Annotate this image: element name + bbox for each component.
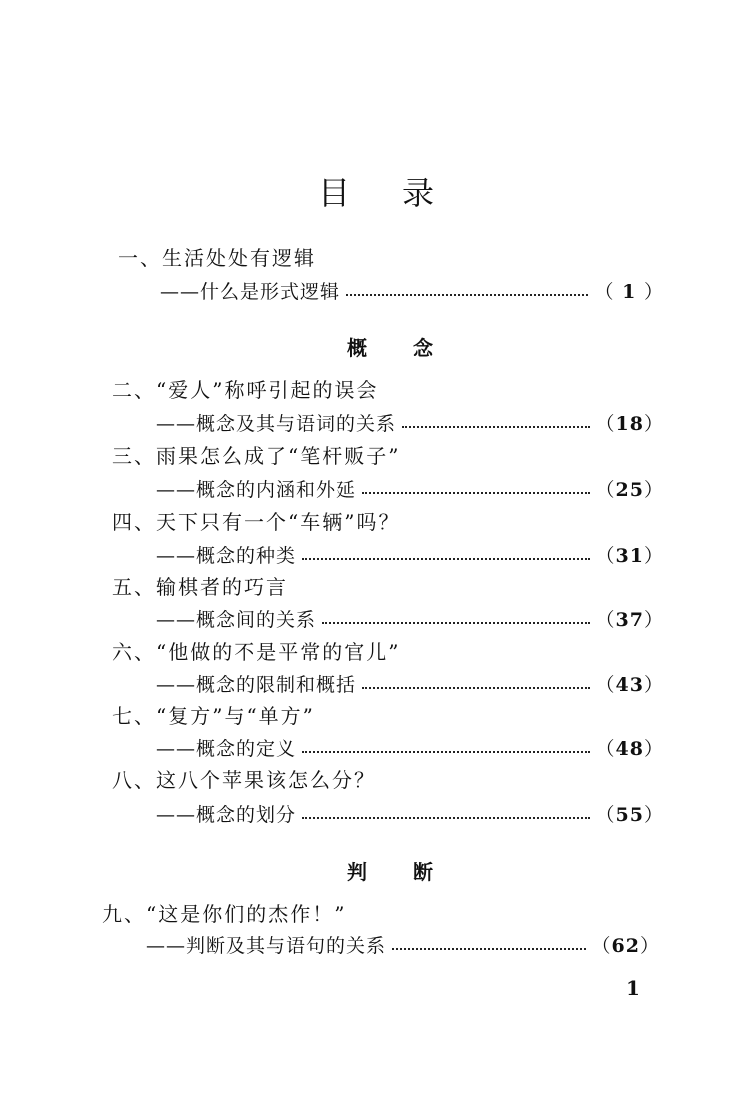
page-reference: （62） xyxy=(591,934,660,957)
chapter-subtitle: ——什么是形式逻辑 xyxy=(160,280,341,303)
chapter-title: 五、输棋者的巧言 xyxy=(112,575,288,599)
chapter-title: 七、“复方”与“单方” xyxy=(112,704,315,728)
dot-leader xyxy=(362,492,590,494)
toc-entry[interactable] xyxy=(156,541,664,567)
chapter-title: 一、生活处处有逻辑 xyxy=(118,246,316,270)
page-number: 1 xyxy=(626,976,640,1000)
chapter-subtitle: ——概念的种类 xyxy=(156,544,297,567)
toc-entry[interactable] xyxy=(156,670,664,696)
toc-entry[interactable] xyxy=(156,409,664,435)
dot-leader xyxy=(302,817,590,819)
chapter-title: 二、“爱人”称呼引起的误会 xyxy=(112,378,379,402)
chapter-subtitle: ——判断及其与语句的关系 xyxy=(146,934,387,957)
dot-leader xyxy=(302,751,590,753)
chapter-subtitle: ——概念的定义 xyxy=(156,737,297,760)
dot-leader xyxy=(302,558,590,560)
page-reference: （25） xyxy=(595,478,664,501)
toc-entry[interactable] xyxy=(156,734,664,760)
dot-leader xyxy=(322,622,590,624)
chapter-title: 八、这八个苹果该怎么分？ xyxy=(112,768,376,792)
chapter-subtitle: ——概念及其与语词的关系 xyxy=(156,412,397,435)
chapter-subtitle: ——概念的划分 xyxy=(156,803,297,826)
toc-entry[interactable] xyxy=(146,931,660,957)
section-heading: 概念 xyxy=(347,336,479,360)
section-heading: 判断 xyxy=(347,860,479,884)
chapter-subtitle: ——概念的内涵和外延 xyxy=(156,478,357,501)
chapter-title: 六、“他做的不是平常的官儿” xyxy=(112,640,401,664)
chapter-subtitle: ——概念间的关系 xyxy=(156,608,317,631)
page-reference: （ 1 ） xyxy=(594,280,664,303)
page-title: 目录 xyxy=(317,174,486,212)
page-reference: （48） xyxy=(595,737,664,760)
dot-leader xyxy=(392,948,586,950)
page-reference: （31） xyxy=(595,544,664,567)
dot-leader xyxy=(362,687,590,689)
chapter-title: 三、雨果怎么成了“笔杆贩子” xyxy=(112,444,401,468)
dot-leader xyxy=(402,426,590,428)
toc-entry[interactable] xyxy=(156,605,664,631)
dot-leader xyxy=(346,294,588,296)
toc-entry[interactable] xyxy=(160,277,664,303)
page-reference: （37） xyxy=(595,608,664,631)
page-reference: （18） xyxy=(595,412,664,435)
toc-entry[interactable] xyxy=(156,800,664,826)
chapter-subtitle: ——概念的限制和概括 xyxy=(156,673,357,696)
page-reference: （55） xyxy=(595,803,664,826)
page-reference: （43） xyxy=(595,673,664,696)
toc-entry[interactable] xyxy=(156,475,664,501)
chapter-title: 九、“这是你们的杰作！” xyxy=(102,902,347,926)
chapter-title: 四、天下只有一个“车辆”吗？ xyxy=(112,510,401,534)
